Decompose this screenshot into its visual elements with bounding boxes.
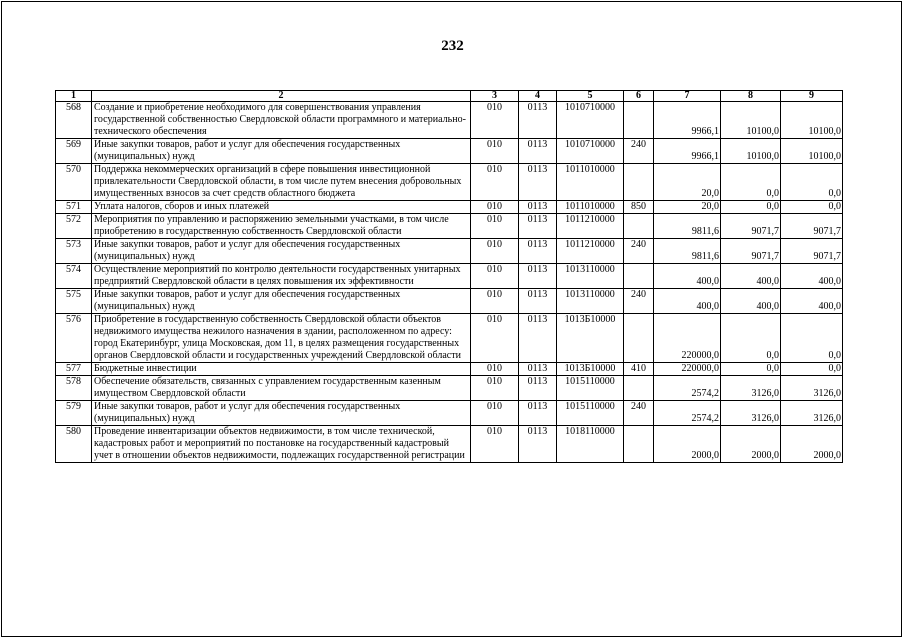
row-description: Осуществление мероприятий по контролю деятельности государственных унитарных предприятий Свердловской области в целях повышения их эффективности <box>92 264 471 289</box>
row-amount-year-1: 2000,0 <box>654 426 721 463</box>
row-target-code: 1011210000 <box>557 239 624 264</box>
table-row <box>56 401 843 426</box>
row-expense-type: 410 <box>624 363 654 376</box>
row-amount-year-2: 0,0 <box>721 363 781 376</box>
row-section-code: 0113 <box>519 363 557 376</box>
row-section-code: 0113 <box>519 426 557 463</box>
row-amount-year-2: 2000,0 <box>721 426 781 463</box>
row-number: 570 <box>56 164 92 201</box>
col-header: 2 <box>92 91 471 102</box>
row-description: Приобретение в государственную собственность Свердловской области объектов недвижимого имущества нежилого назначения в здании, расположенном по адресу: город Екатеринбург, улица Московская, дом 11, в целях размещения государственных органов Свердловской области и государственных учреждений Свердловской области <box>92 314 471 363</box>
row-amount-year-1: 400,0 <box>654 264 721 289</box>
row-section-code: 0113 <box>519 214 557 239</box>
row-number: 576 <box>56 314 92 363</box>
table-row <box>56 426 843 463</box>
col-header: 6 <box>624 91 654 102</box>
row-section-code: 0113 <box>519 239 557 264</box>
row-amount-year-1: 220000,0 <box>654 363 721 376</box>
row-ministry-code: 010 <box>471 376 519 401</box>
row-expense-type: 850 <box>624 201 654 214</box>
row-target-code: 1018110000 <box>557 426 624 463</box>
row-amount-year-3: 0,0 <box>781 164 843 201</box>
row-description: Проведение инвентаризации объектов недвижимости, в том числе технической, кадастровых работ и мероприятий по постановке на государственный кадастровый учет в отношении объектов недвижимости, подлежащих государственной регистрации <box>92 426 471 463</box>
row-expense-type <box>624 164 654 201</box>
row-expense-type <box>624 314 654 363</box>
row-ministry-code: 010 <box>471 201 519 214</box>
table-row <box>56 201 843 214</box>
row-number: 568 <box>56 102 92 139</box>
row-amount-year-3: 0,0 <box>781 201 843 214</box>
row-number: 575 <box>56 289 92 314</box>
row-expense-type <box>624 102 654 139</box>
row-target-code: 1011210000 <box>557 214 624 239</box>
row-section-code: 0113 <box>519 164 557 201</box>
row-section-code: 0113 <box>519 201 557 214</box>
row-amount-year-1: 9811,6 <box>654 214 721 239</box>
row-section-code: 0113 <box>519 139 557 164</box>
row-number: 571 <box>56 201 92 214</box>
row-amount-year-1: 400,0 <box>654 289 721 314</box>
row-section-code: 0113 <box>519 376 557 401</box>
row-amount-year-1: 2574,2 <box>654 376 721 401</box>
row-ministry-code: 010 <box>471 139 519 164</box>
table-row <box>56 376 843 401</box>
row-section-code: 0113 <box>519 314 557 363</box>
row-number: 574 <box>56 264 92 289</box>
row-target-code: 1010710000 <box>557 102 624 139</box>
row-amount-year-3: 400,0 <box>781 289 843 314</box>
row-section-code: 0113 <box>519 102 557 139</box>
col-header: 9 <box>781 91 843 102</box>
row-amount-year-3: 0,0 <box>781 314 843 363</box>
row-amount-year-2: 400,0 <box>721 264 781 289</box>
row-number: 578 <box>56 376 92 401</box>
col-header: 7 <box>654 91 721 102</box>
row-description: Поддержка некоммерческих организаций в сфере повышения инвестиционной привлекательности Свердловской области, в том числе путем внесения добровольных имущественных взносов за счет средств областного бюджета <box>92 164 471 201</box>
table-row <box>56 164 843 201</box>
row-ministry-code: 010 <box>471 164 519 201</box>
row-description: Иные закупки товаров, работ и услуг для обеспечения государственных (муниципальных) нужд <box>92 289 471 314</box>
row-description: Иные закупки товаров, работ и услуг для обеспечения государственных (муниципальных) нужд <box>92 139 471 164</box>
row-ministry-code: 010 <box>471 102 519 139</box>
row-ministry-code: 010 <box>471 239 519 264</box>
row-amount-year-2: 9071,7 <box>721 214 781 239</box>
table-row <box>56 102 843 139</box>
row-amount-year-2: 9071,7 <box>721 239 781 264</box>
row-target-code: 1015110000 <box>557 376 624 401</box>
row-amount-year-2: 3126,0 <box>721 376 781 401</box>
row-amount-year-2: 10100,0 <box>721 139 781 164</box>
row-amount-year-1: 9966,1 <box>654 102 721 139</box>
row-number: 577 <box>56 363 92 376</box>
row-amount-year-1: 2574,2 <box>654 401 721 426</box>
col-header: 4 <box>519 91 557 102</box>
row-expense-type: 240 <box>624 239 654 264</box>
col-header: 5 <box>557 91 624 102</box>
row-ministry-code: 010 <box>471 264 519 289</box>
row-description: Иные закупки товаров, работ и услуг для обеспечения государственных (муниципальных) нужд <box>92 239 471 264</box>
row-ministry-code: 010 <box>471 289 519 314</box>
row-number: 569 <box>56 139 92 164</box>
row-ministry-code: 010 <box>471 363 519 376</box>
row-amount-year-1: 20,0 <box>654 201 721 214</box>
row-expense-type: 240 <box>624 401 654 426</box>
row-expense-type <box>624 264 654 289</box>
row-amount-year-2: 0,0 <box>721 164 781 201</box>
row-expense-type: 240 <box>624 289 654 314</box>
table-row <box>56 363 843 376</box>
row-amount-year-1: 9966,1 <box>654 139 721 164</box>
row-target-code: 1013110000 <box>557 289 624 314</box>
row-amount-year-3: 9071,7 <box>781 214 843 239</box>
row-target-code: 1010710000 <box>557 139 624 164</box>
row-amount-year-1: 9811,6 <box>654 239 721 264</box>
table-header-row <box>56 91 843 102</box>
row-amount-year-1: 20,0 <box>654 164 721 201</box>
row-section-code: 0113 <box>519 264 557 289</box>
row-description: Обеспечение обязательств, связанных с управлением государственным казенным имуществом Свердловской области <box>92 376 471 401</box>
row-ministry-code: 010 <box>471 401 519 426</box>
row-amount-year-2: 0,0 <box>721 201 781 214</box>
row-section-code: 0113 <box>519 289 557 314</box>
row-target-code: 1013110000 <box>557 264 624 289</box>
col-header: 1 <box>56 91 92 102</box>
table-row <box>56 139 843 164</box>
row-amount-year-3: 3126,0 <box>781 376 843 401</box>
row-number: 580 <box>56 426 92 463</box>
table-row <box>56 264 843 289</box>
row-amount-year-3: 2000,0 <box>781 426 843 463</box>
row-amount-year-3: 0,0 <box>781 363 843 376</box>
row-amount-year-3: 9071,7 <box>781 239 843 264</box>
row-description: Уплата налогов, сборов и иных платежей <box>92 201 471 214</box>
row-description: Создание и приобретение необходимого для совершенствования управления государственной собственностью Свердловской области программного и материально-технического обеспечения <box>92 102 471 139</box>
row-expense-type: 240 <box>624 139 654 164</box>
row-amount-year-3: 10100,0 <box>781 139 843 164</box>
row-number: 579 <box>56 401 92 426</box>
row-amount-year-2: 3126,0 <box>721 401 781 426</box>
row-description: Мероприятия по управлению и распоряжению земельными участками, в том числе приобретению в государственную собственность Свердловской области <box>92 214 471 239</box>
row-amount-year-2: 0,0 <box>721 314 781 363</box>
row-ministry-code: 010 <box>471 214 519 239</box>
row-amount-year-3: 10100,0 <box>781 102 843 139</box>
row-amount-year-2: 10100,0 <box>721 102 781 139</box>
row-target-code: 1011010000 <box>557 164 624 201</box>
budget-table <box>55 90 843 463</box>
col-header: 3 <box>471 91 519 102</box>
row-amount-year-1: 220000,0 <box>654 314 721 363</box>
page-number: 232 <box>441 38 464 54</box>
row-number: 572 <box>56 214 92 239</box>
row-number: 573 <box>56 239 92 264</box>
row-target-code: 1013Б10000 <box>557 314 624 363</box>
row-expense-type <box>624 426 654 463</box>
row-target-code: 1015110000 <box>557 401 624 426</box>
row-ministry-code: 010 <box>471 426 519 463</box>
row-target-code: 1011010000 <box>557 201 624 214</box>
row-amount-year-3: 400,0 <box>781 264 843 289</box>
row-description: Иные закупки товаров, работ и услуг для обеспечения государственных (муниципальных) нужд <box>92 401 471 426</box>
table-row <box>56 239 843 264</box>
row-expense-type <box>624 376 654 401</box>
table-row <box>56 289 843 314</box>
row-target-code: 1013Б10000 <box>557 363 624 376</box>
row-amount-year-3: 3126,0 <box>781 401 843 426</box>
row-section-code: 0113 <box>519 401 557 426</box>
table-body <box>56 102 843 463</box>
table-row <box>56 214 843 239</box>
row-expense-type <box>624 214 654 239</box>
row-description: Бюджетные инвестиции <box>92 363 471 376</box>
row-ministry-code: 010 <box>471 314 519 363</box>
row-amount-year-2: 400,0 <box>721 289 781 314</box>
col-header: 8 <box>721 91 781 102</box>
table-row <box>56 314 843 363</box>
